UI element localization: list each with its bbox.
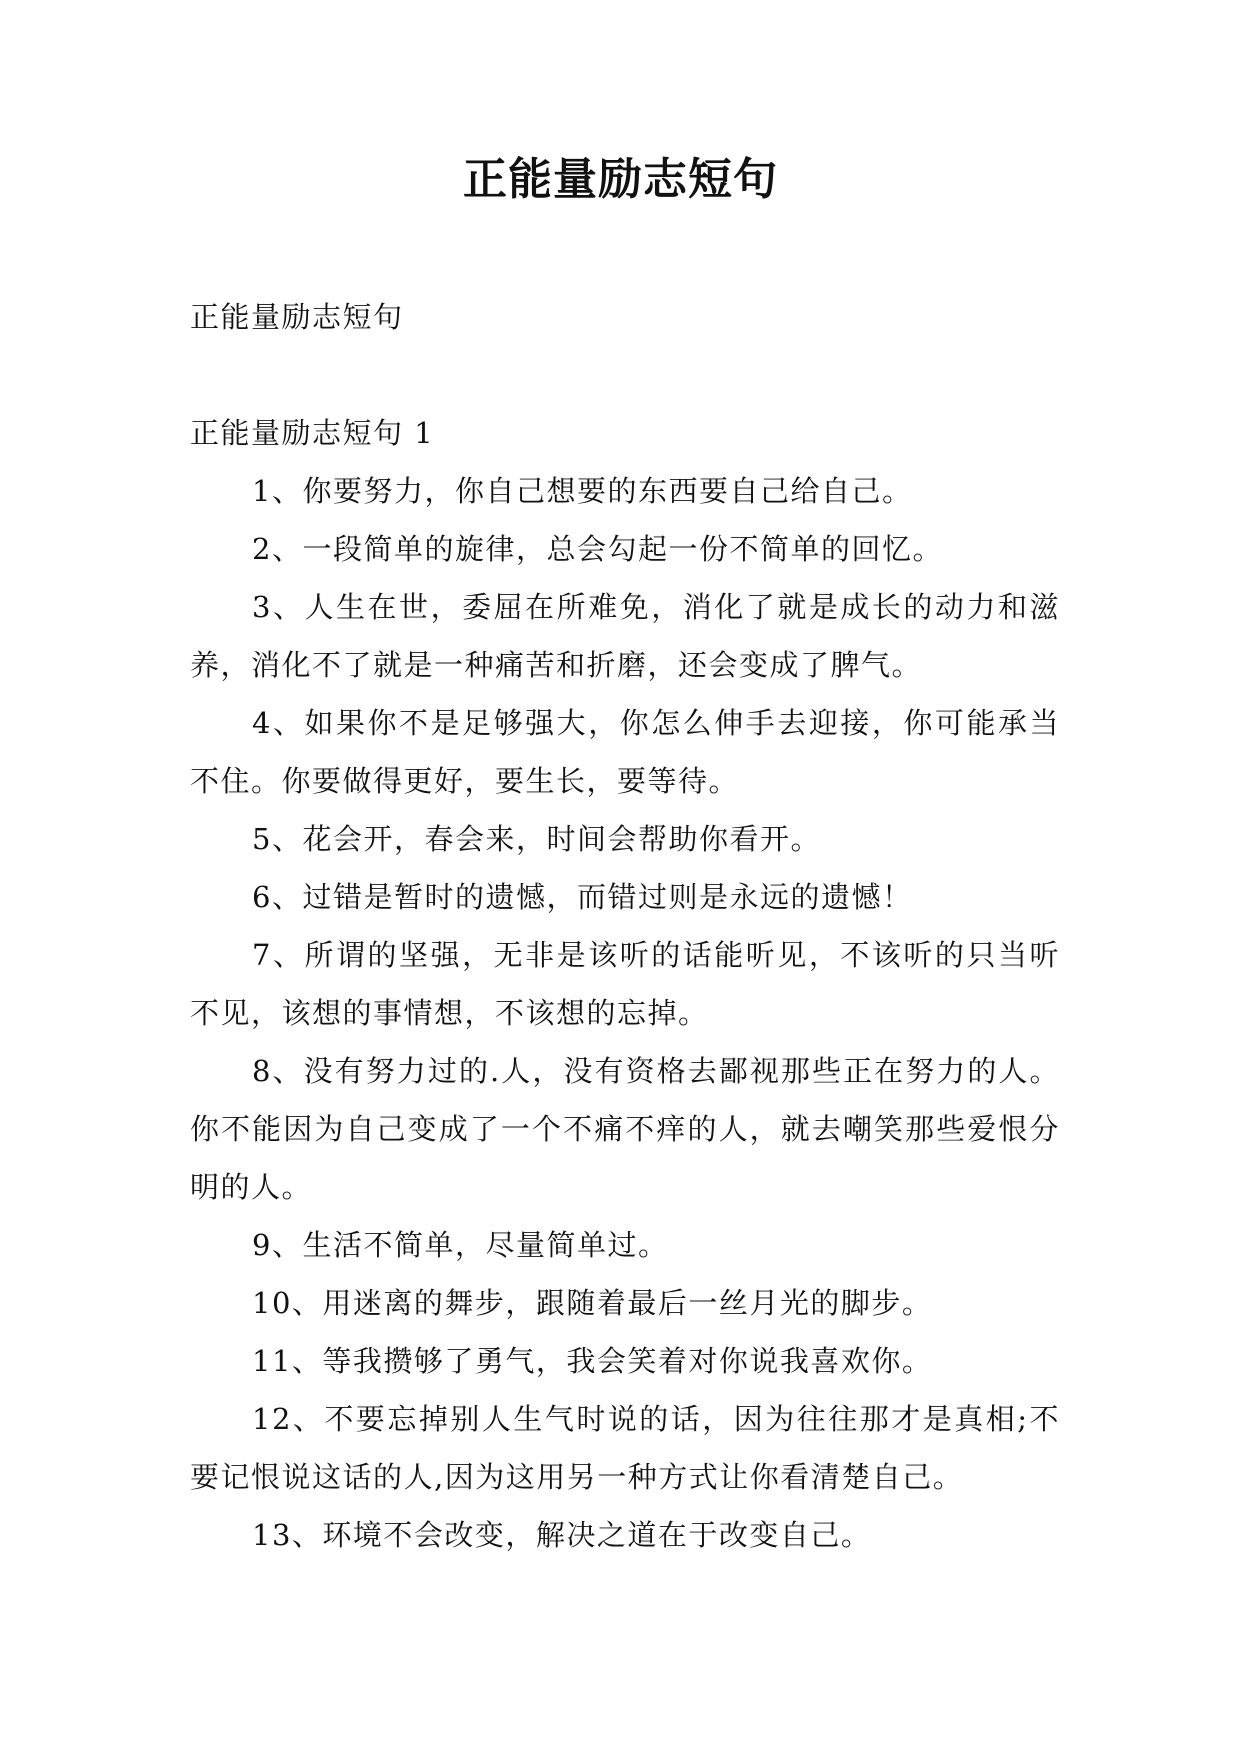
list-item: 9、生活不简单，尽量简单过。 (252, 1228, 669, 1262)
list-item: 6、过错是暂时的遗憾，而错过则是永远的遗憾！ (252, 880, 913, 914)
list-item: 2、一段简单的旋律，总会勾起一份不简单的回忆。 (252, 532, 943, 566)
list-item: 12、不要忘掉别人生气时说的话，因为往往那才是真相;不要记恨说这话的人,因为这用另一种方式让你看清楚自己。 (190, 1402, 1060, 1494)
list-item: 5、花会开，春会来，时间会帮助你看开。 (252, 822, 821, 856)
list-item: 1、你要努力，你自己想要的东西要自己给自己。 (252, 474, 913, 508)
list-item: 3、人生在世，委屈在所难免，消化了就是成长的动力和滋养，消化不了就是一种痛苦和折磨，还会变成了脾气。 (190, 590, 1060, 682)
document-title: 正能量励志短句 (463, 154, 778, 205)
list-item: 7、所谓的坚强，无非是该听的话能听见，不该听的只当听不见，该想的事情想，不该想的忘掉。 (190, 938, 1060, 1030)
list-item: 8、没有努力过的.人，没有资格去鄙视那些正在努力的人。你不能因为自己变成了一个不痛不痒的人，就去嘲笑那些爱恨分明的人。 (190, 1054, 1060, 1204)
list-item: 10、用迷离的舞步，跟随着最后一丝月光的脚步。 (252, 1286, 933, 1320)
list-item: 13、环境不会改变，解决之道在于改变自己。 (252, 1518, 872, 1552)
document-body (190, 288, 1060, 1564)
section-heading: 正能量励志短句 1 (190, 416, 435, 450)
list-item: 4、如果你不是足够强大，你怎么伸手去迎接，你可能承当不住。你要做得更好，要生长，要等待。 (190, 706, 1060, 798)
document-subtitle: 正能量励志短句 (190, 300, 404, 334)
list-item: 11、等我攒够了勇气，我会笑着对你说我喜欢你。 (252, 1344, 933, 1378)
